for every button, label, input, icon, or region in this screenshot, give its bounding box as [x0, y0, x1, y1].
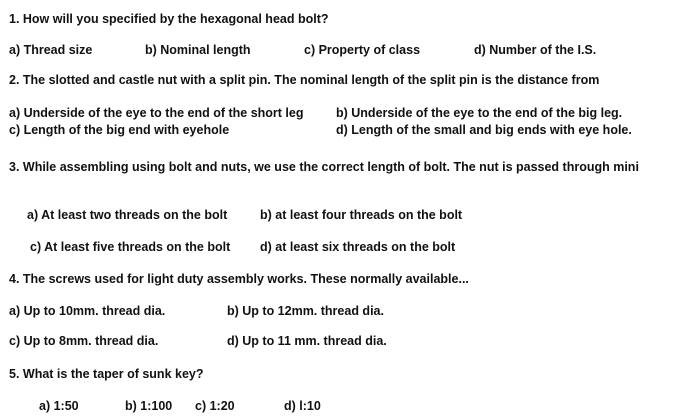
q2-option-d: d) Length of the small and big ends with eye hole.: [336, 123, 632, 137]
q3-option-c: c) At least five threads on the bolt: [30, 240, 231, 254]
q1-option-c: c) Property of class: [304, 43, 421, 57]
q1-option-b: b) Nominal length: [145, 43, 251, 57]
q2-option-b: b) Underside of the eye to the end of the big leg.: [336, 106, 623, 120]
q5-option-d: d) l:10: [284, 399, 321, 413]
q4-option-a: a) Up to 10mm. thread dia.: [9, 304, 166, 318]
q5-option-a: a) 1:50: [39, 399, 79, 413]
q4-option-c: c) Up to 8mm. thread dia.: [9, 334, 159, 348]
q3-option-b: b) at least four threads on the bolt: [260, 208, 463, 222]
q4-option-b: b) Up to 12mm. thread dia.: [227, 304, 384, 318]
question-1: 1. How will you specified by the hexagonal head bolt?: [9, 12, 329, 26]
q5-option-b: b) 1:100: [125, 399, 173, 413]
q5-option-c: c) 1:20: [195, 399, 235, 413]
question-4: 4. The screws used for light duty assembly works. These normally available...: [9, 272, 469, 286]
q2-option-c: c) Length of the big end with eyehole: [9, 123, 230, 137]
q3-option-d: d) at least six threads on the bolt: [260, 240, 456, 254]
q2-option-a: a) Underside of the eye to the end of the short leg: [9, 106, 304, 120]
question-2: 2. The slotted and castle nut with a split pin. The nominal length of the split pin is the distance from: [9, 73, 600, 87]
q1-option-d: d) Number of the I.S.: [474, 43, 597, 57]
q1-option-a: a) Thread size: [9, 43, 93, 57]
q4-option-d: d) Up to 11 mm. thread dia.: [227, 334, 387, 348]
question-5: 5. What is the taper of sunk key?: [9, 367, 204, 381]
question-3: 3. While assembling using bolt and nuts, we use the correct length of bolt. The nut is passed through mini: [9, 160, 639, 174]
q3-option-a: a) At least two threads on the bolt: [27, 208, 228, 222]
